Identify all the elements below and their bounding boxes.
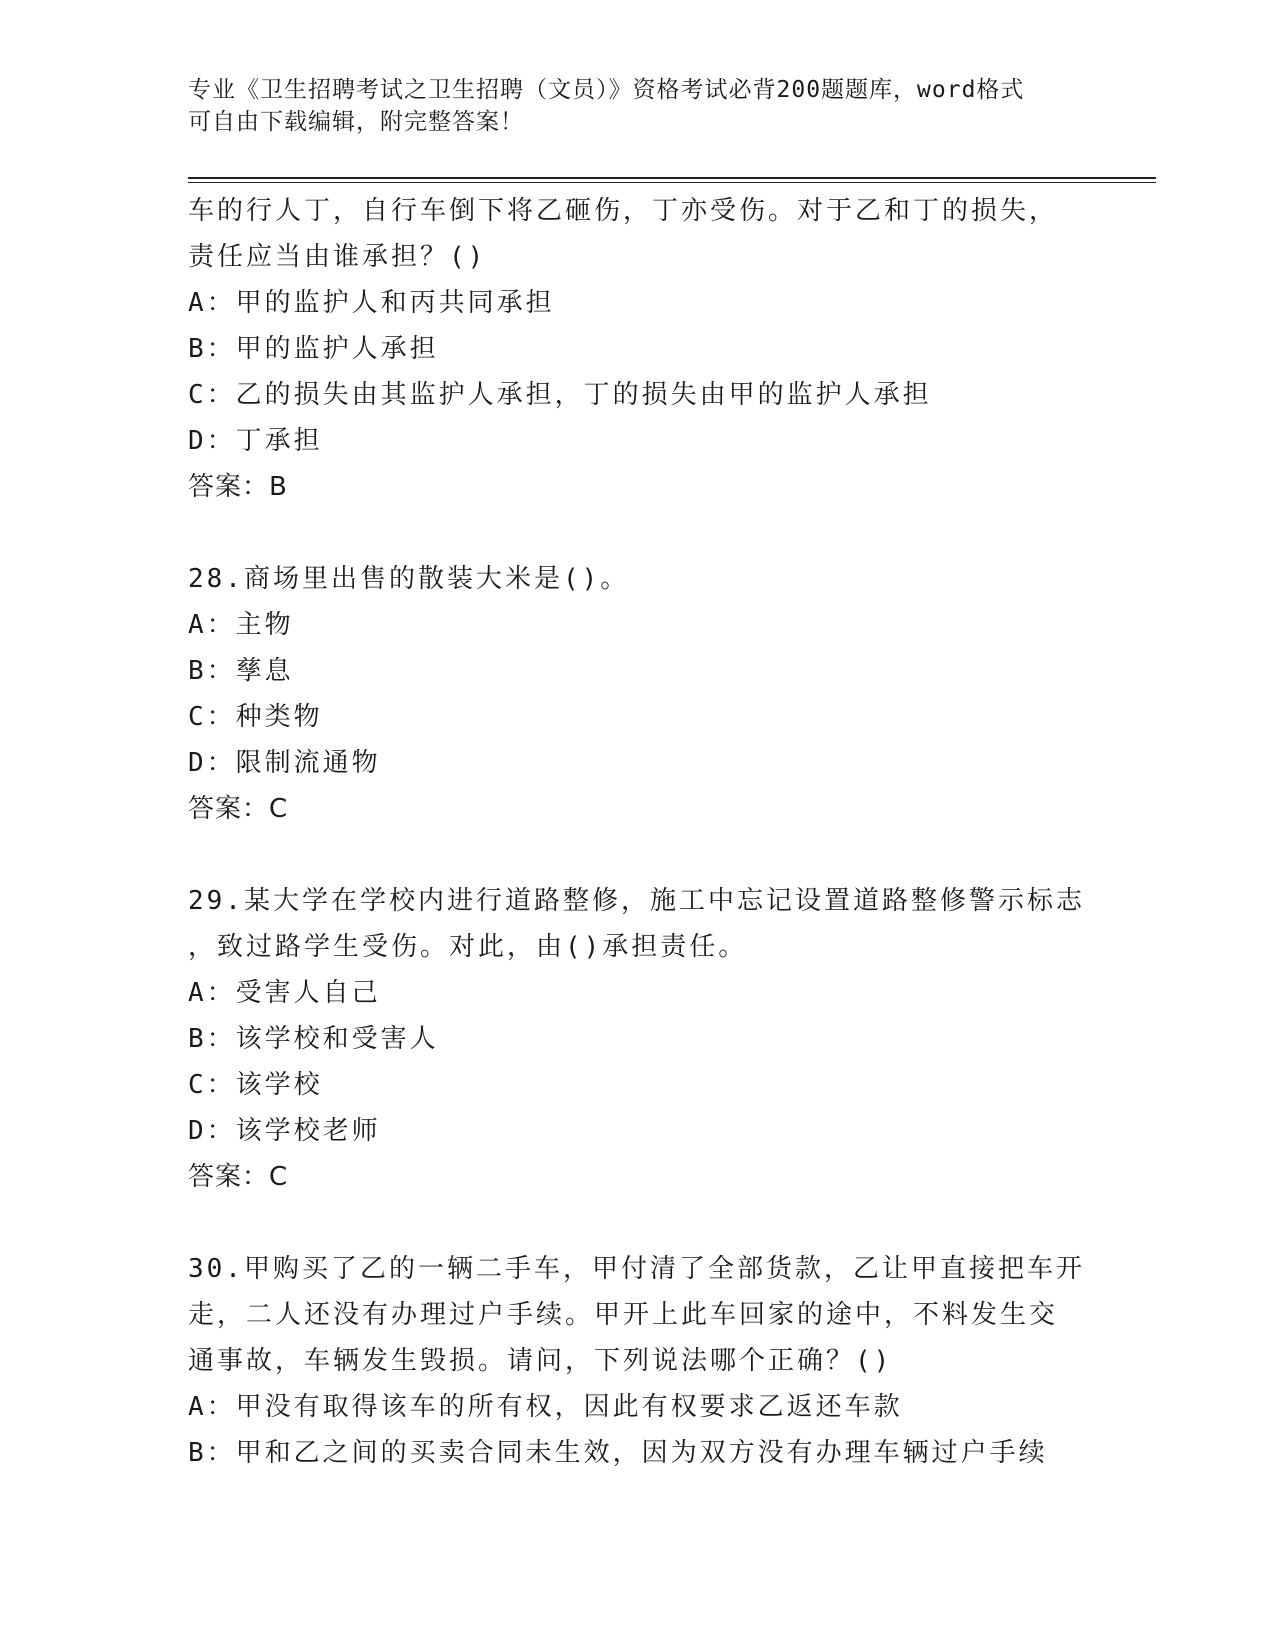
option-c: C：该学校 [188,1070,323,1100]
question-text: 走，二人还没有办理过户手续。甲开上此车回家的途中，不料发生交 [188,1300,1059,1330]
document-header [188,74,1068,138]
option-d: D：限制流通物 [188,748,381,778]
question-text: 车的行人丁，自行车倒下将乙砸伤，丁亦受伤。对于乙和丁的损失， [188,196,1059,226]
header-title-line-2: 可自由下载编辑，附完整答案！ [188,109,524,135]
question-content [188,188,1088,1476]
option-d: D：丁承担 [188,426,323,456]
option-a: A：主物 [188,610,294,640]
spacer [188,1200,1088,1246]
header-title-line-1: 专业《卫生招聘考试之卫生招聘（文员）》资格考试必背200题题库，word格式 [188,77,1025,103]
header-rule-thin [188,182,1156,183]
question-text: 28.商场里出售的散装大米是()。 [188,564,630,594]
option-b: B：该学校和受害人 [188,1024,439,1054]
option-b: B：甲和乙之间的买卖合同未生效，因为双方没有办理车辆过户手续 [188,1438,1048,1468]
question-28 [188,556,1088,832]
option-b: B：甲的监护人承担 [188,334,439,364]
answer: 答案：C [188,1162,289,1192]
question-30 [188,1246,1088,1476]
answer: 答案：B [188,472,288,502]
option-d: D：该学校老师 [188,1116,381,1146]
question-29 [188,878,1088,1200]
question-text: 通事故，车辆发生毁损。请问，下列说法哪个正确？() [188,1346,893,1376]
question-text: 责任应当由谁承担？() [188,242,487,272]
spacer [188,832,1088,878]
answer: 答案：C [188,794,289,824]
option-a: A：甲的监护人和丙共同承担 [188,288,555,318]
option-c: C：乙的损失由其监护人承担，丁的损失由甲的监护人承担 [188,380,932,410]
question-27 [188,188,1088,510]
option-c: C：种类物 [188,702,323,732]
question-text: 29.某大学在学校内进行道路整修，施工中忘记设置道路整修警示标志 [188,886,1085,916]
option-a: A：受害人自己 [188,978,381,1008]
question-text: ，致过路学生受伤。对此，由()承担责任。 [188,932,748,962]
option-a: A：甲没有取得该车的所有权，因此有权要求乙返还车款 [188,1392,903,1422]
spacer [188,510,1088,556]
question-text: 30.甲购买了乙的一辆二手车，甲付清了全部货款，乙让甲直接把车开 [188,1254,1085,1284]
option-b: B：孳息 [188,656,294,686]
header-rule-thick [188,177,1156,179]
